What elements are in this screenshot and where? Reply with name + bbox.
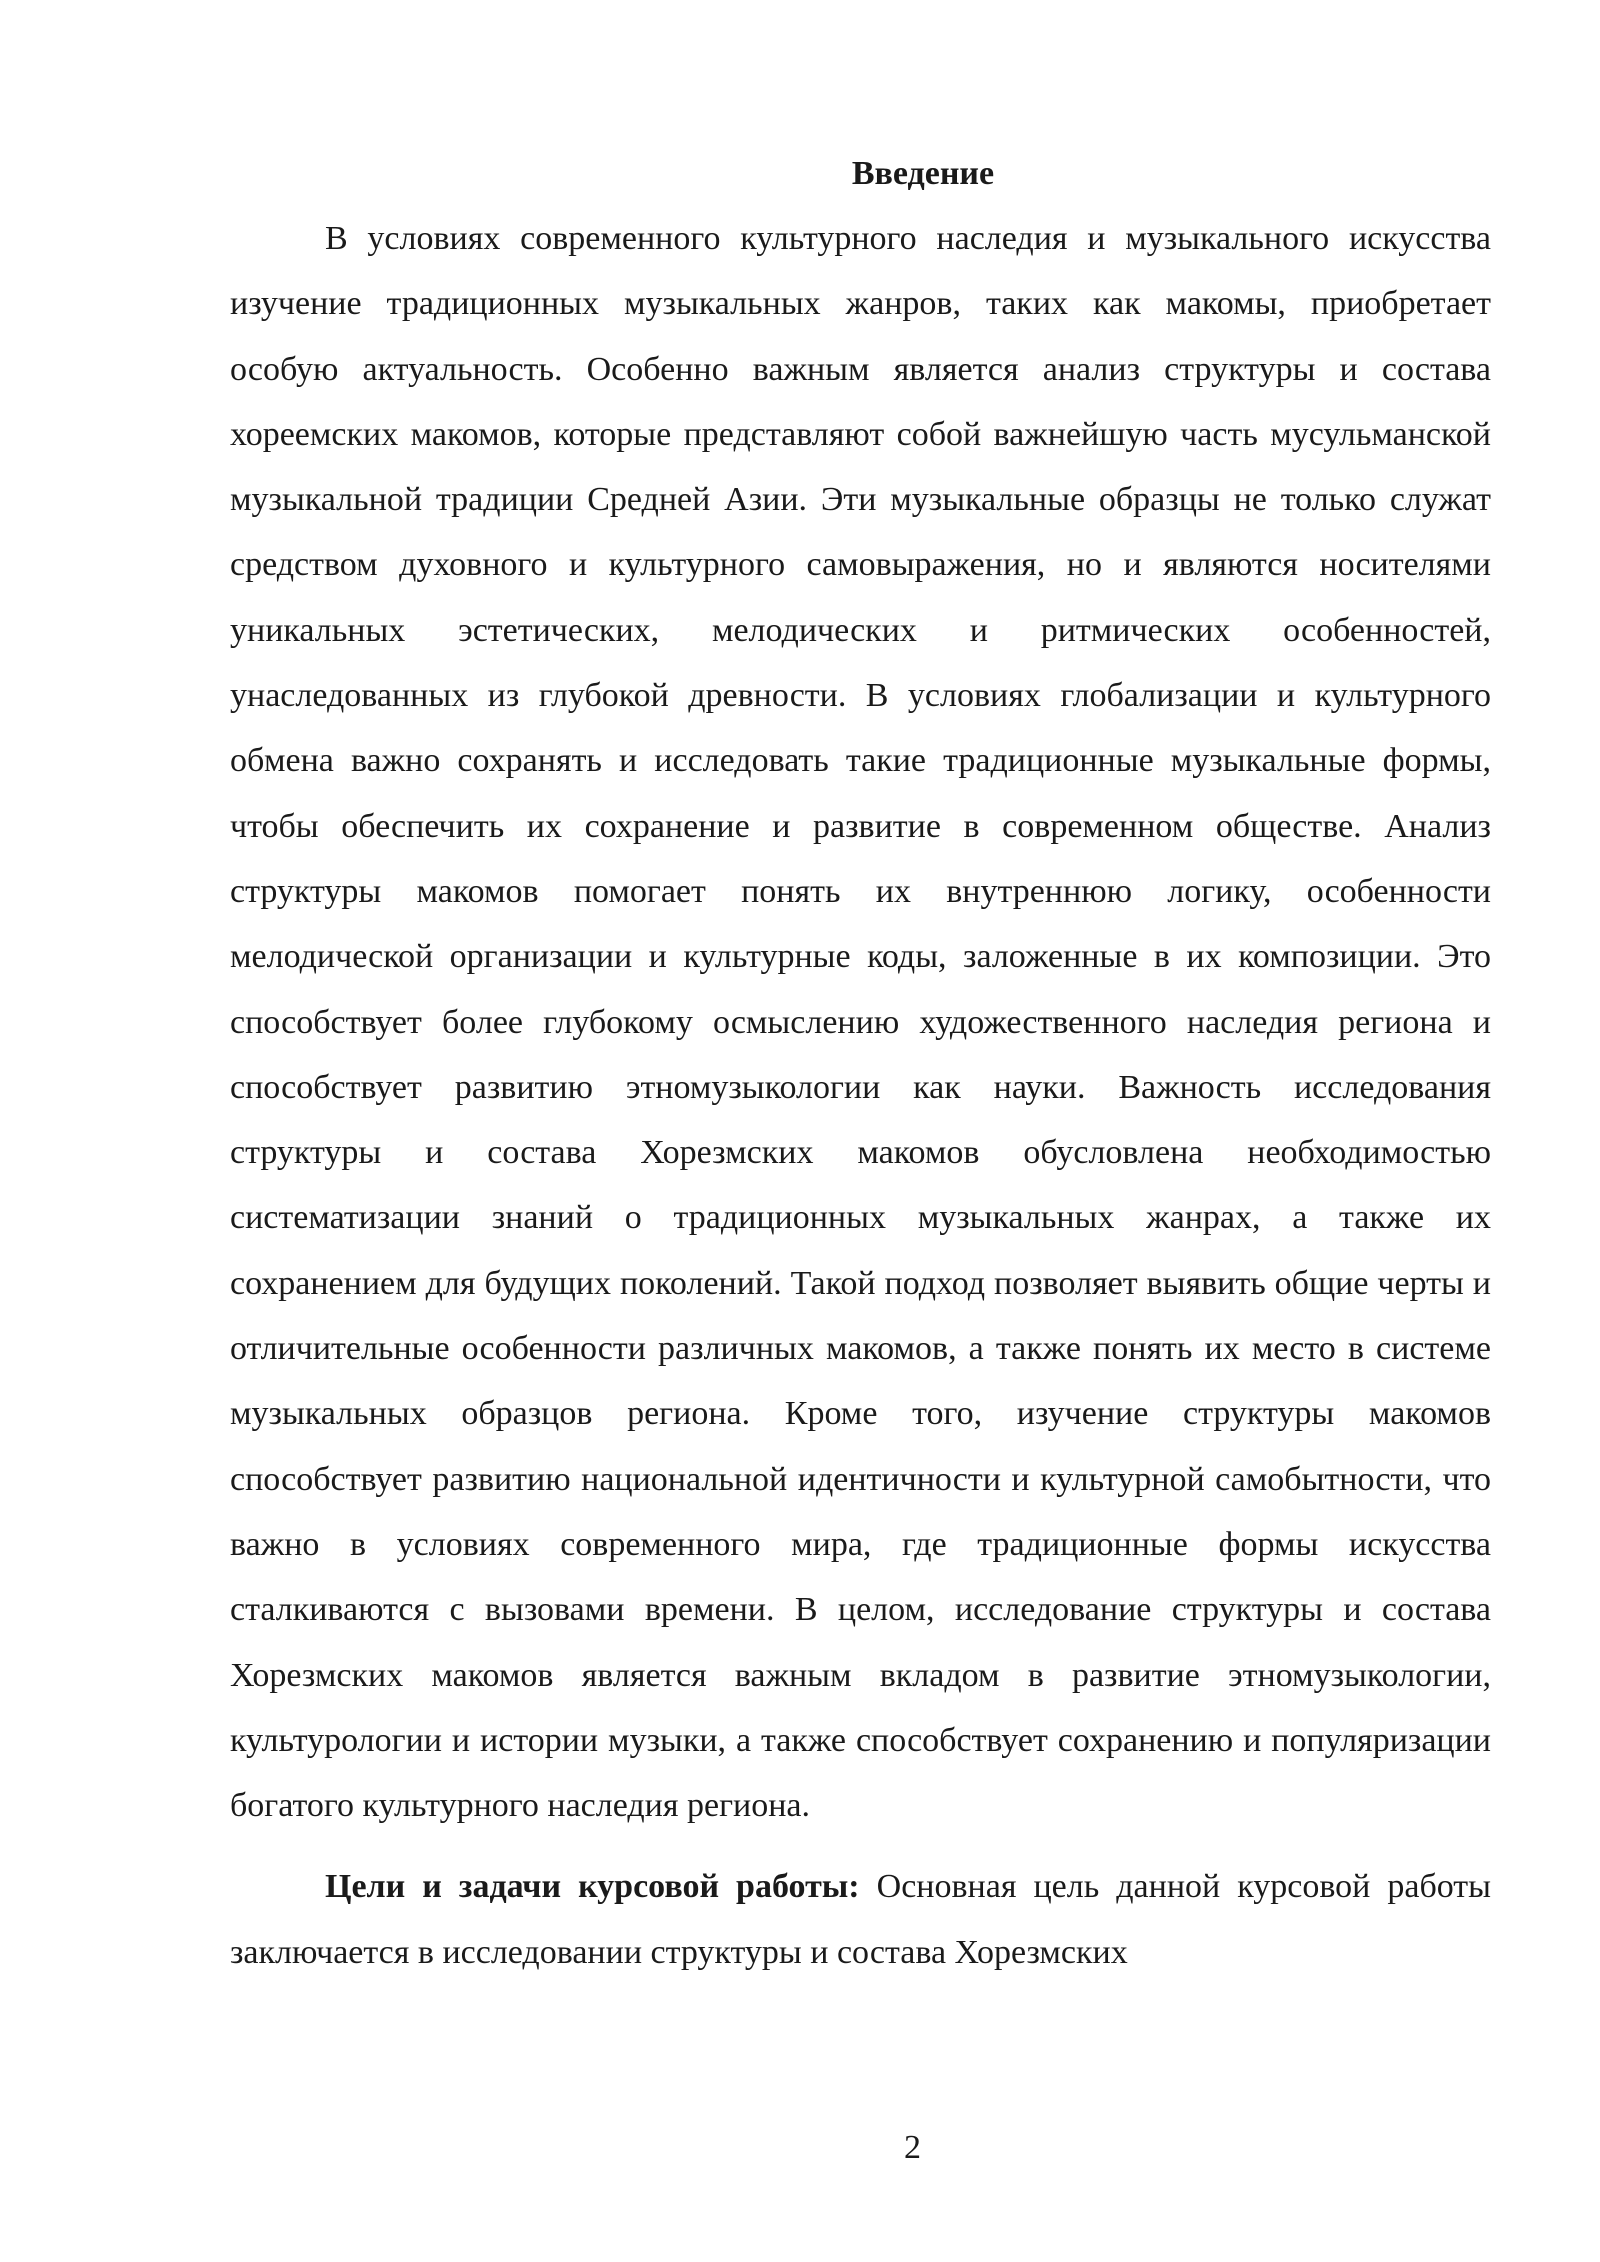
section-heading: Введение <box>851 155 995 192</box>
intro-paragraph: В условиях современного культурного наследия и музыкального искусства изучение традиционных музыкальных жанров, таких как макомы, приобретает особую актуальность. Особенно важным является анализ структуры и состава хореемских макомов, которые представляют собой важнейшую часть мусульманской музыкальной традиции Средней Азии. Эти музыкальные образцы не только служат средством духовного и культурного самовыражения, но и являются носителями уникальных эстетических, мелодических и ритмических особенностей, унаследованных из глубокой древности. В условиях глобализации и культурного обмена важно сохранять и исследовать такие традиционные музыкальные формы, чтобы обеспечить их сохранение и развитие в современном обществе. Анализ структуры макомов помогает понять их внутреннюю логику, особенности мелодической организации и культурные коды, заложенные в их композиции. Это способствует более глубокому осмыслению художественного наследия региона и способствует развитию этномузыкологии как науки. Важность исследования структуры и состава Хорезмских макомов обусловлена необходимостью систематизации знаний о традиционных музыкальных жанрах, а также их сохранением для будущих поколений. Такой подход позволяет выявить общие черты и отличительные особенности различных макомов, а также понять их место в системе музыкальных образцов региона. Кроме того, изучение структуры макомов способствует развитию национальной идентичности и культурной самобытности, что важно в условиях современного мира, где традиционные формы искусства сталкиваются с вызовами времени. В целом, исследование структуры и состава Хорезмских макомов является важным вкладом в развитие этномузыкологии, культурологии и истории музыки, а также способствует сохранению и популяризации богатого культурного наследия региона. <box>230 220 1491 1825</box>
goals-lead: Цели и задачи курсовой работы: <box>325 1868 860 1906</box>
page-number: 2 <box>904 2129 921 2166</box>
goals-paragraph <box>230 1854 1491 1985</box>
goals-text: Основная цель данной курсовой работы заключается в исследовании структуры и состава Хорезмских <box>230 1868 1491 1971</box>
page-body <box>230 150 1491 1985</box>
